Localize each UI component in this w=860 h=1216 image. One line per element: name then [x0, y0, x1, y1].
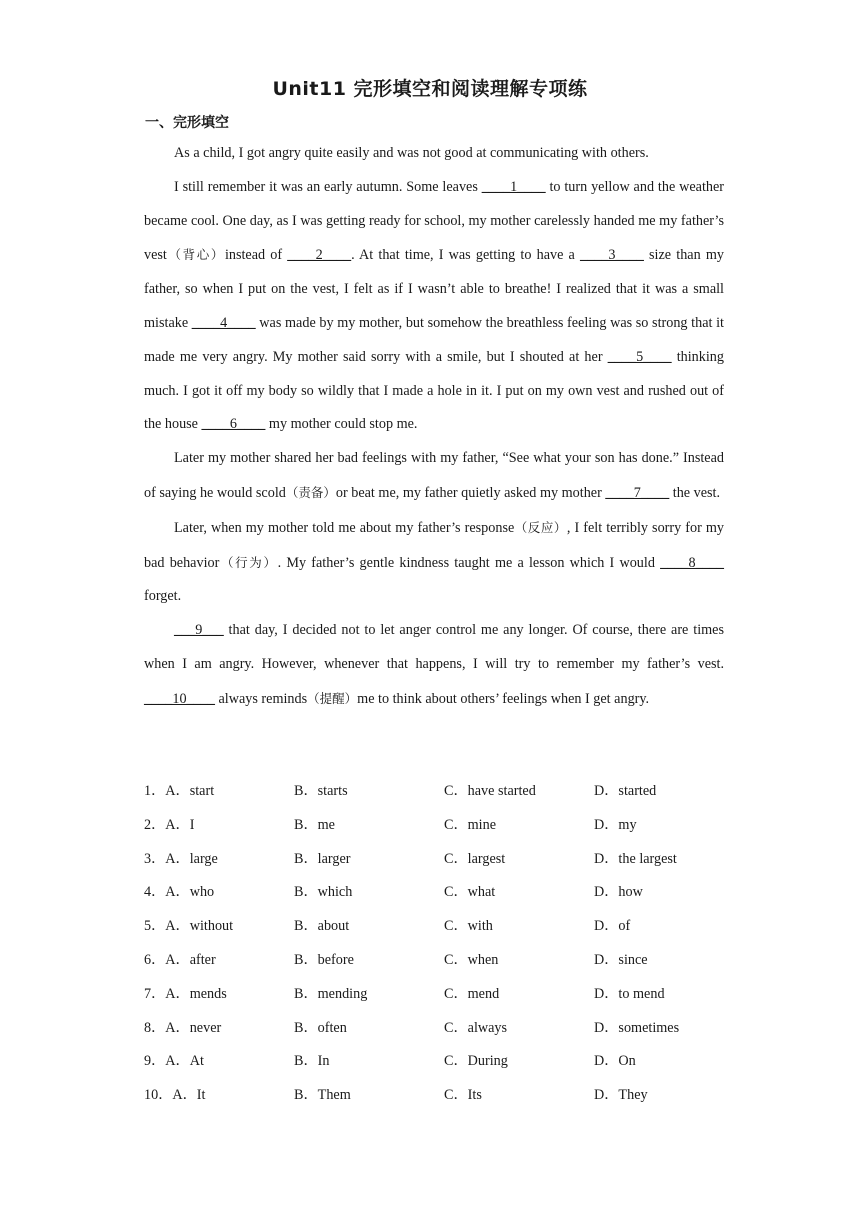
option-d: D．started [594, 783, 657, 799]
option-c: C．with [444, 918, 493, 935]
option-d: D．They [594, 1087, 648, 1104]
option-d: D．how [594, 884, 643, 901]
option-b: B．Them [294, 1087, 351, 1104]
option-b: B．starts [294, 783, 348, 799]
question-row [144, 1045, 744, 1079]
option-a: 1．A．start [144, 783, 215, 799]
paragraph-2: I still remember it was an early autumn. Some leaves ____1____ to turn yellow and the weather became cool. One day, as I was getting ready for school, my mother carelessly handed me my father’s vest（背心）instead of ____2____. At that time, I was getting to have a ____3____ size than my father, so when I put on the vest, I felt as if I wasn’t able to breathe! I realized that it was a small mistake ____4____ was made by my mother, but somehow the breathless feeling was so strong that it made me very angry. My mother said sorry with a smile, but I shouted at her ____5____ thinking much. I got it off my body so wildly that I made a hole in it. I put on my own vest and rushed out of the house ____6____ my mother could stop me. [144, 178, 725, 433]
option-a: 6．A．after [144, 951, 216, 968]
option-a: 7．A．mends [144, 985, 227, 1002]
option-a: 10．A．It [144, 1087, 206, 1104]
option-a: 9．A．At [144, 1053, 204, 1070]
option-b: B．before [294, 951, 354, 968]
option-d: D．to mend [594, 985, 665, 1002]
question-row [144, 809, 744, 843]
option-c: C．mend [444, 985, 500, 1002]
cloze-passage [144, 137, 724, 717]
question-row [144, 876, 744, 910]
option-a: 4．A．who [144, 884, 215, 901]
blank-3: ____3____ [580, 247, 644, 264]
blank-5: ____5____ [607, 348, 672, 365]
paragraph-4: Later, when my mother told me about my father’s response（反应）, I felt terribly sorry for my bad behavior（行为）. My father’s gentle kindness taught me a lesson which I would ____8____ forget. [144, 519, 724, 605]
paragraph-5: ___9___ that day, I decided not to let anger control me any longer. Of course, there are times when I am angry. However, whenever that happens, I will try to remember my father’s vest. ____10____ always reminds（提醒）me to think about others’ feelings when I get angry. [144, 622, 724, 707]
answer-options [144, 775, 744, 1113]
option-c: C．mine [444, 816, 497, 833]
option-c: C．have started [444, 783, 536, 799]
blank-2: ____2____ [287, 247, 352, 264]
blank-6: ____6____ [201, 416, 266, 433]
question-row [144, 775, 744, 809]
blank-4: ____4____ [191, 314, 256, 331]
blank-10: ____10____ [144, 690, 215, 707]
option-d: D．my [594, 816, 637, 833]
blank-8: ____8____ [660, 554, 724, 571]
option-d: D．since [594, 951, 648, 968]
option-d: D．sometimes [594, 1019, 680, 1036]
option-b: B．In [294, 1053, 330, 1070]
option-c: C．always [444, 1019, 508, 1036]
question-row [144, 910, 744, 944]
blank-1: ____1____ [481, 178, 546, 195]
question-row [144, 843, 744, 877]
page-title: Unit11 完形填空和阅读理解专项练 [272, 78, 588, 100]
question-row [144, 978, 744, 1012]
blank-7: ____7____ [605, 484, 670, 501]
option-b: B．which [294, 884, 353, 901]
option-b: B．me [294, 816, 335, 833]
option-b: B．mending [294, 985, 368, 1002]
option-b: B．about [294, 918, 350, 935]
option-c: C．largest [444, 850, 506, 867]
option-a: 5．A．without [144, 918, 234, 935]
blank-9: ___9___ [174, 622, 224, 639]
question-row [144, 944, 744, 978]
option-a: 3．A．large [144, 850, 218, 867]
option-d: D．On [594, 1053, 636, 1070]
option-c: C．During [444, 1053, 508, 1070]
paragraph-1: As a child, I got angry quite easily and was not good at communicating with others. [174, 145, 649, 161]
option-a: 8．A．never [144, 1019, 222, 1036]
option-d: D．the largest [594, 850, 677, 867]
option-b: B．often [294, 1019, 347, 1036]
paragraph-3: Later my mother shared her bad feelings with my father, “See what your son has done.” Instead of saying he would scold（责备）or beat me, my father quietly asked my mother ____7____ the vest. [144, 450, 724, 501]
option-c: C．when [444, 951, 499, 968]
option-c: C．what [444, 884, 496, 901]
question-row [144, 1012, 744, 1046]
option-b: B．larger [294, 850, 351, 867]
question-row [144, 1079, 744, 1113]
option-d: D．of [594, 918, 631, 935]
option-a: 2．A．I [144, 816, 195, 833]
section-heading: 一、完形填空 [145, 115, 229, 131]
option-c: C．Its [444, 1087, 482, 1104]
